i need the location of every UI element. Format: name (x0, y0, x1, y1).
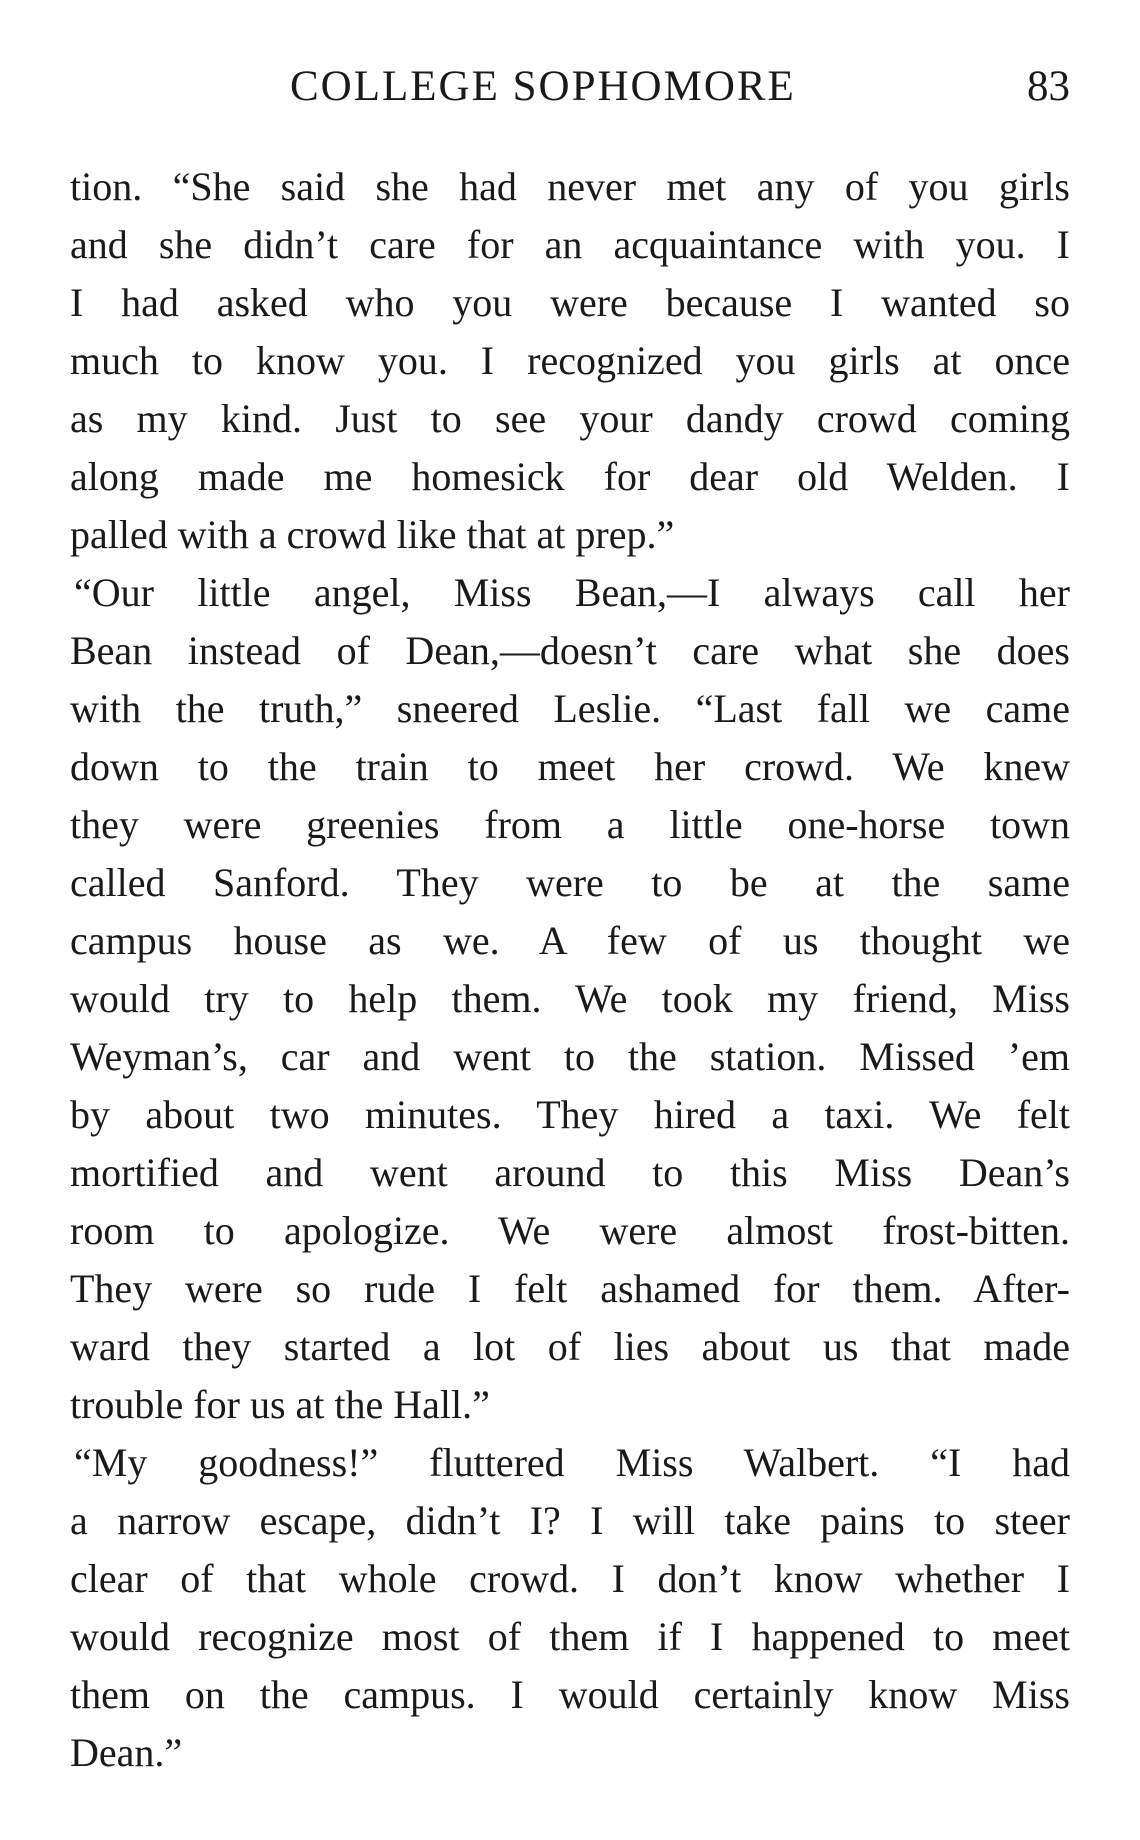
text-line: would recognize most of them if I happened to meet (70, 1614, 1070, 1659)
text-line: Dean.” (70, 1730, 183, 1775)
page-number: 83 (1027, 63, 1070, 110)
text-line: much to know you. I recognized you girls at once (70, 338, 1070, 383)
text-line: “My goodness!” fluttered Miss Walbert. “I had (74, 1440, 1070, 1485)
running-head (70, 62, 1070, 122)
text-line: room to apologize. We were almost frost-bitten. (70, 1208, 1070, 1253)
text-line: trouble for us at the Hall.” (70, 1382, 490, 1427)
text-line: ward they started a lot of lies about us that made (70, 1324, 1070, 1369)
text-line: tion. “She said she had never met any of you girls (70, 164, 1070, 209)
text-line: down to the train to meet her crowd. We knew (70, 744, 1070, 789)
body-text (70, 158, 1070, 1782)
text-line: with the truth,” sneered Leslie. “Last fall we came (70, 686, 1070, 731)
text-line: palled with a crowd like that at prep.” (70, 512, 675, 557)
text-line: a narrow escape, didn’t I? I will take pains to steer (70, 1498, 1070, 1543)
text-line: and she didn’t care for an acquaintance with you. I (70, 222, 1070, 267)
text-line: they were greenies from a little one-horse town (70, 802, 1070, 847)
text-line: I had asked who you were because I wanted so (70, 280, 1070, 325)
text-line: as my kind. Just to see your dandy crowd coming (70, 396, 1070, 441)
text-line: would try to help them. We took my friend, Miss (70, 976, 1070, 1021)
text-line: clear of that whole crowd. I don’t know whether I (70, 1556, 1070, 1601)
text-line: along made me homesick for dear old Welden. I (70, 454, 1070, 499)
running-title: COLLEGE SOPHOMORE (290, 63, 796, 110)
text-line: Bean instead of Dean,—doesn’t care what she does (70, 628, 1070, 673)
text-line: They were so rude I felt ashamed for them. After- (70, 1266, 1070, 1311)
text-line: Weyman’s, car and went to the station. Missed ’em (70, 1034, 1070, 1079)
text-line: mortified and went around to this Miss Dean’s (70, 1150, 1070, 1195)
text-line: called Sanford. They were to be at the same (70, 860, 1070, 905)
text-line: them on the campus. I would certainly know Miss (70, 1672, 1070, 1717)
text-line: campus house as we. A few of us thought we (70, 918, 1070, 963)
text-line: by about two minutes. They hired a taxi. We felt (70, 1092, 1070, 1137)
text-line: “Our little angel, Miss Bean,—I always call her (74, 570, 1070, 615)
